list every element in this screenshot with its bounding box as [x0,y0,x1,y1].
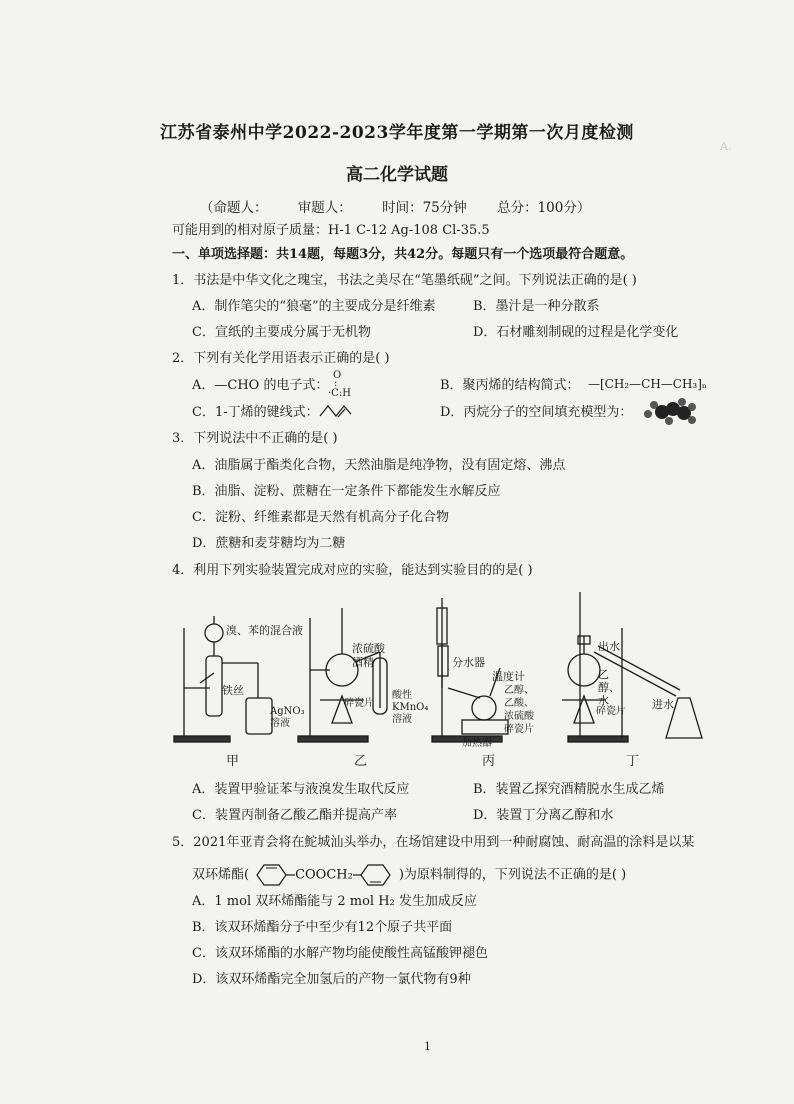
q5-stem-prefix: 双环烯酯( [192,867,250,883]
q1-option-d: D．石材雕刻制砚的过程是化学变化 [473,325,679,340]
q1-stem: 1．书法是中华文化之瑰宝，书法之美尽在“笔墨纸砚”之间。下列说法正确的是( ) [172,273,637,288]
caption-jia: 甲 [226,754,240,769]
polypropylene-formula: —[CH₂—CH—CH₃]ₙ [588,377,708,391]
yi-label-acid: 浓硫酸 [352,642,385,655]
q4-option-b: B．装置乙探究酒精脱水生成乙烯 [473,782,665,797]
q1-option-b: B．墨汁是一种分散系 [473,299,600,314]
propane-space-filling-icon [640,396,696,426]
bleed-through-text: A. [720,140,732,153]
q2-stem: 2．下列有关化学用语表示正确的是( ) [172,351,390,366]
jia-label-mix: 溴、苯的混合液 [226,624,303,637]
reviewer: 审题人： [297,200,352,216]
caption-bing: 丙 [482,754,496,769]
q1-option-a: A．制作笔尖的“狼毫”的主要成分是纤维素 [192,299,436,314]
time-limit: 时间：75分钟 [382,200,467,216]
atomic-masses: 可能用到的相对原子质量：H-1 C-12 Ag-108 Cl-35.5 [172,223,490,238]
ding-label-inlet: 进水 [652,698,674,711]
jia-label-agno3: AgNO₃溶液 [270,706,305,729]
q4-option-a: A．装置甲验证苯与液溴发生取代反应 [192,782,410,797]
cho-electron-formula-o: O [333,370,342,381]
bing-label-separator: 分水器 [452,656,485,669]
q5-option-d: D．该双环烯酯完全加氢后的产物一氯代物有9种 [192,972,471,987]
exam-title: 江苏省泰州中学2022-2023学年度第一学期第一次月度检测 [160,123,634,143]
q5-stem-suffix: )为原料制得的，下列说法不正确的是( ) [398,867,627,883]
ester-group: COOCH₂ [295,867,353,883]
page-number: 1 [424,1040,431,1053]
proposer: （命题人： [200,200,268,216]
q2-option-d: D．丙烷分子的空间填充模型为： [440,405,633,420]
bing-label-thermometer: 温度计 [492,670,525,683]
q4-stem: 4．利用下列实验装置完成对应的实验，能达到实验目的的是( ) [172,563,533,578]
yi-label-chip: 碎瓷片 [344,698,374,709]
q2-option-c: C．1-丁烯的键线式： [192,405,319,420]
yi-label-kmno4: 酸性KMnO₄溶液 [392,690,429,725]
q3-option-a: A．油脂属于酯类化合物，天然油脂是纯净物，没有固定熔、沸点 [192,458,566,473]
ding-label-mix: 乙醇、水 [598,668,620,707]
q4-option-d: D．装置丁分离乙醇和水 [473,808,614,823]
q3-option-d: D．蔗糖和麦芽糖均为二糖 [192,536,346,551]
q1-option-c: C．宣纸的主要成分属于无机物 [192,325,371,340]
ding-label-chip: 碎瓷片 [596,706,626,717]
q5-option-a: A．1 mol 双环烯酯能与 2 mol H₂ 发生加成反应 [192,894,477,909]
cho-electron-formula-ch: ·C:H [328,388,351,399]
q5-option-c: C．该双环烯酯的水解产物均能使酸性高锰酸钾褪色 [192,946,488,961]
jia-label-iron: 铁丝 [222,684,244,697]
exam-subtitle: 高二化学试题 [346,165,448,185]
q3-option-b: B．油脂、淀粉、蔗糖在一定条件下都能发生水解反应 [192,484,501,499]
q2-option-b: B．聚丙烯的结构简式： [440,378,580,393]
butene-skeletal-icon [318,400,352,420]
cyclohexene-ring-icon-2 [353,862,399,888]
q5-option-b: B．该双环烯酯分子中至少有12个原子共平面 [192,920,453,935]
caption-ding: 丁 [626,754,640,769]
exam-meta [200,199,616,217]
total-score: 总分：100分） [497,200,591,216]
cho-electron-formula-dots: : [334,378,338,389]
q4-option-c: C．装置丙制备乙酸乙酯并提高产率 [192,808,397,823]
q5-stem-line2 [192,862,626,888]
caption-yi: 乙 [354,754,368,769]
yi-label-alcohol: 酒精 [352,656,374,669]
q2-option-a: A．—CHO 的电子式： [192,378,329,393]
q3-option-c: C．淀粉、纤维素都是天然有机高分子化合物 [192,510,449,525]
bing-label-heater: 加热器 [462,738,492,749]
section-heading: 一、单项选择题：共14题，每题3分，共42分。每题只有一个选项最符合题意。 [172,247,634,262]
cyclohexene-ring-icon [249,862,295,888]
q3-stem: 3．下列说法中不正确的是( ) [172,431,338,446]
bing-label-reagents: 乙醇、乙酸、浓硫酸碎瓷片 [504,685,534,735]
q5-stem-line1: 5．2021年亚青会将在鮀城汕头举办，在场馆建设中用到一种耐腐蚀、耐高温的涂料是以某 [172,835,695,850]
ding-label-outlet: 出水 [598,640,620,653]
